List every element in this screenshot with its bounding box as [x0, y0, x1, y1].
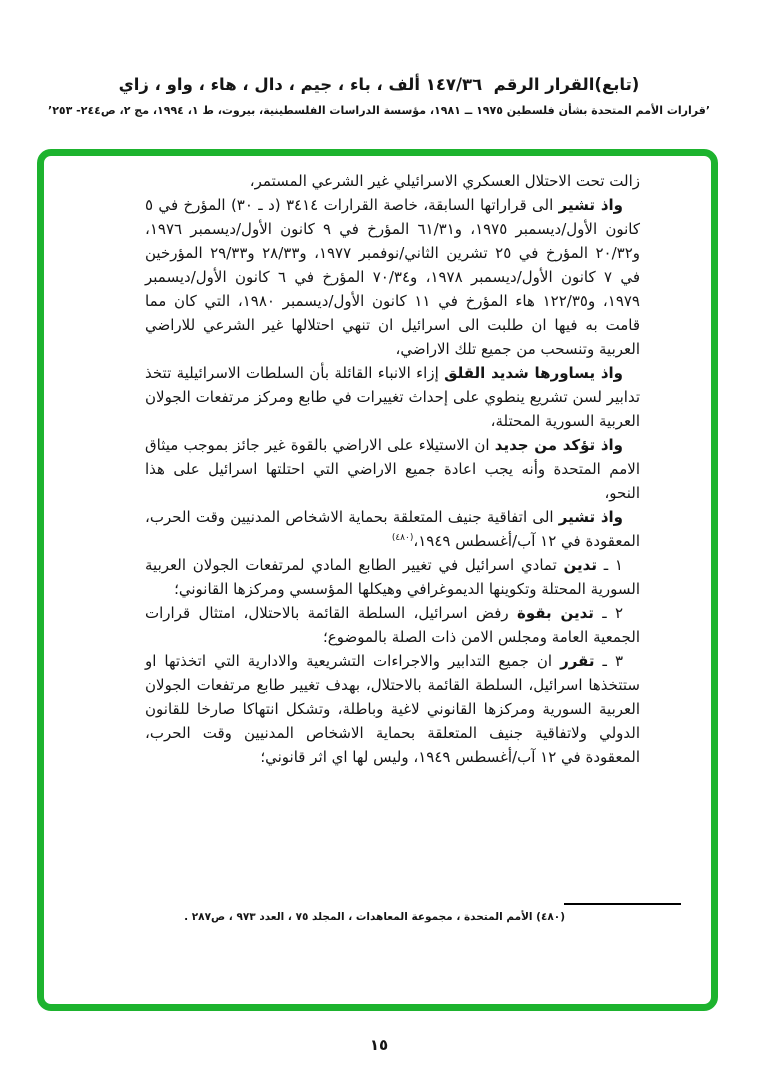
paragraph-text: الى قراراتها السابقة، خاصة القرارات ٣٤١٤ (د ـ ٣٠) المؤرخ في ٥ كانون الأول/ديسمبر ١٩٧٥، و٦١/٣١ المؤرخ في ٩ كانون الأول/ديسمبر ١٩٧٦، و٢٠/٣٢ المؤرخ في ٢٥ تشرين الثاني/نوفمبر ١٩٧٧، و٢٨/٣٣ و٢٩/٣٣ المؤرخين في ٧ كانون الأول/ديسمبر ١٩٧٨، و٧٠/٣٤ المؤرخ في ٦ كانون الأول/ديسمبر ١٩٧٩، و١٢٢/٣٥ هاء المؤرخ في ١١ كانون الأول/ديسمبر ١٩٨٠، التي كان مما قامت به فيها ان طلبت الى اسرائيل ان تنهي احتلالها غير الشرعي للاراضي العربية وتنسحب من جميع تلك الاراضي،	[145, 196, 641, 358]
resolution-body	[145, 169, 640, 769]
page-number: ١٥	[369, 1036, 389, 1054]
paragraph-number: ٣ ـ	[594, 652, 623, 670]
paragraph-operative-3	[145, 649, 640, 769]
paragraph-lead: تدين بقوة	[517, 604, 594, 622]
paragraph-lead: تدين	[563, 556, 597, 574]
paragraph-text: إزاء الانباء القائلة بأن السلطات الاسرائيلية تتخذ تدابير لسن تشريع ينطوي على إحداث تغييرات في طابع ومركز مرتفعات الجولان العربية السورية المحتلة،	[145, 364, 640, 430]
paragraph-concern-reports	[145, 361, 640, 433]
paragraph-operative-1	[145, 553, 640, 601]
paragraph-recalling-geneva-convention	[145, 505, 640, 553]
footnote-reference-marker: (٤٨٠)	[391, 533, 414, 543]
paragraph-continuation	[145, 169, 640, 193]
footnote-separator	[564, 903, 681, 905]
paragraph-lead: واذ يساورها شديد القلق	[444, 364, 624, 382]
paragraph-reaffirming-inadmissibility	[145, 433, 640, 505]
paragraph-text: رفض اسرائيل، السلطة القائمة بالاحتلال، امتثال قرارات الجمعية العامة ومجلس الامن ذات الصلة بالموضوع؛	[145, 604, 640, 646]
footnote-text: (٤٨٠) الأمم المتحدة ، مجموعة المعاهدات ، المجلد ٧٥ ، العدد ٩٧٣ ، ص٢٨٧ .	[184, 911, 565, 923]
paragraph-number: ٢ ـ	[593, 604, 623, 622]
paragraph-text: الى اتفاقية جنيف المتعلقة بحماية الاشخاص المدنيين وقت الحرب، المعقودة في ١٢ آب/أغسطس ١٩٤٩،	[145, 508, 640, 550]
paragraph-lead: تقرر	[560, 652, 595, 670]
source-citation: ’قرارات الأمم المتحدة بشأن فلسطين ١٩٧٥ ــ ١٩٨١، مؤسسة الدراسات الفلسطينية، بيروت، ط ١، ١٩٩٤، مج ٢، ص٢٤٤- ٢٥٣’	[48, 104, 710, 117]
paragraph-text: زالت تحت الاحتلال العسكري الاسرائيلي غير الشرعي المستمر،	[249, 172, 640, 190]
paragraph-text: ان جميع التدابير والاجراءات التشريعية والادارية التي اتخذتها او ستتخذها اسرائيل، السلطة القائمة بالاحتلال، بهدف تغيير طابع مرتفعات الجولان العربية السورية ومركزها القانوني لاغية وباطلة، وتشكل انتهاكا صارخا للقانون الدولي ولاتفاقية جنيف المتعلقة بحماية الاشخاص المدنيين وقت الحرب، المعقودة في ١٢ آب/أغسطس ١٩٤٩، وليس لها اي اثر قانوني؛	[145, 652, 640, 766]
paragraph-text: تمادي اسرائيل في تغيير الطابع المادي لمرتفعات الجولان العربية السورية المحتلة وتكوينها الديموغرافي وهيكلها المؤسسي ومركزها القانوني؛	[145, 556, 640, 598]
paragraph-lead: واذ تؤكد من جديد	[494, 436, 623, 454]
resolution-title: (تابع)القرار الرقم ١٤٧/٣٦ ألف ، باء ، جيم ، دال ، هاء ، واو ، زاي	[118, 75, 640, 94]
paragraph-number: ١ ـ	[596, 556, 623, 574]
paragraph-lead: واذ تشير	[558, 196, 623, 214]
paragraph-text: ان الاستيلاء على الاراضي بالقوة غير جائز بموجب ميثاق الامم المتحدة وأنه يجب اعادة جميع الاراضي التي احتلتها اسرائيل على هذا النحو،	[145, 436, 640, 502]
paragraph-recalling-resolutions	[145, 193, 640, 361]
paragraph-lead: واذ تشير	[558, 508, 623, 526]
paragraph-operative-2	[145, 601, 640, 649]
